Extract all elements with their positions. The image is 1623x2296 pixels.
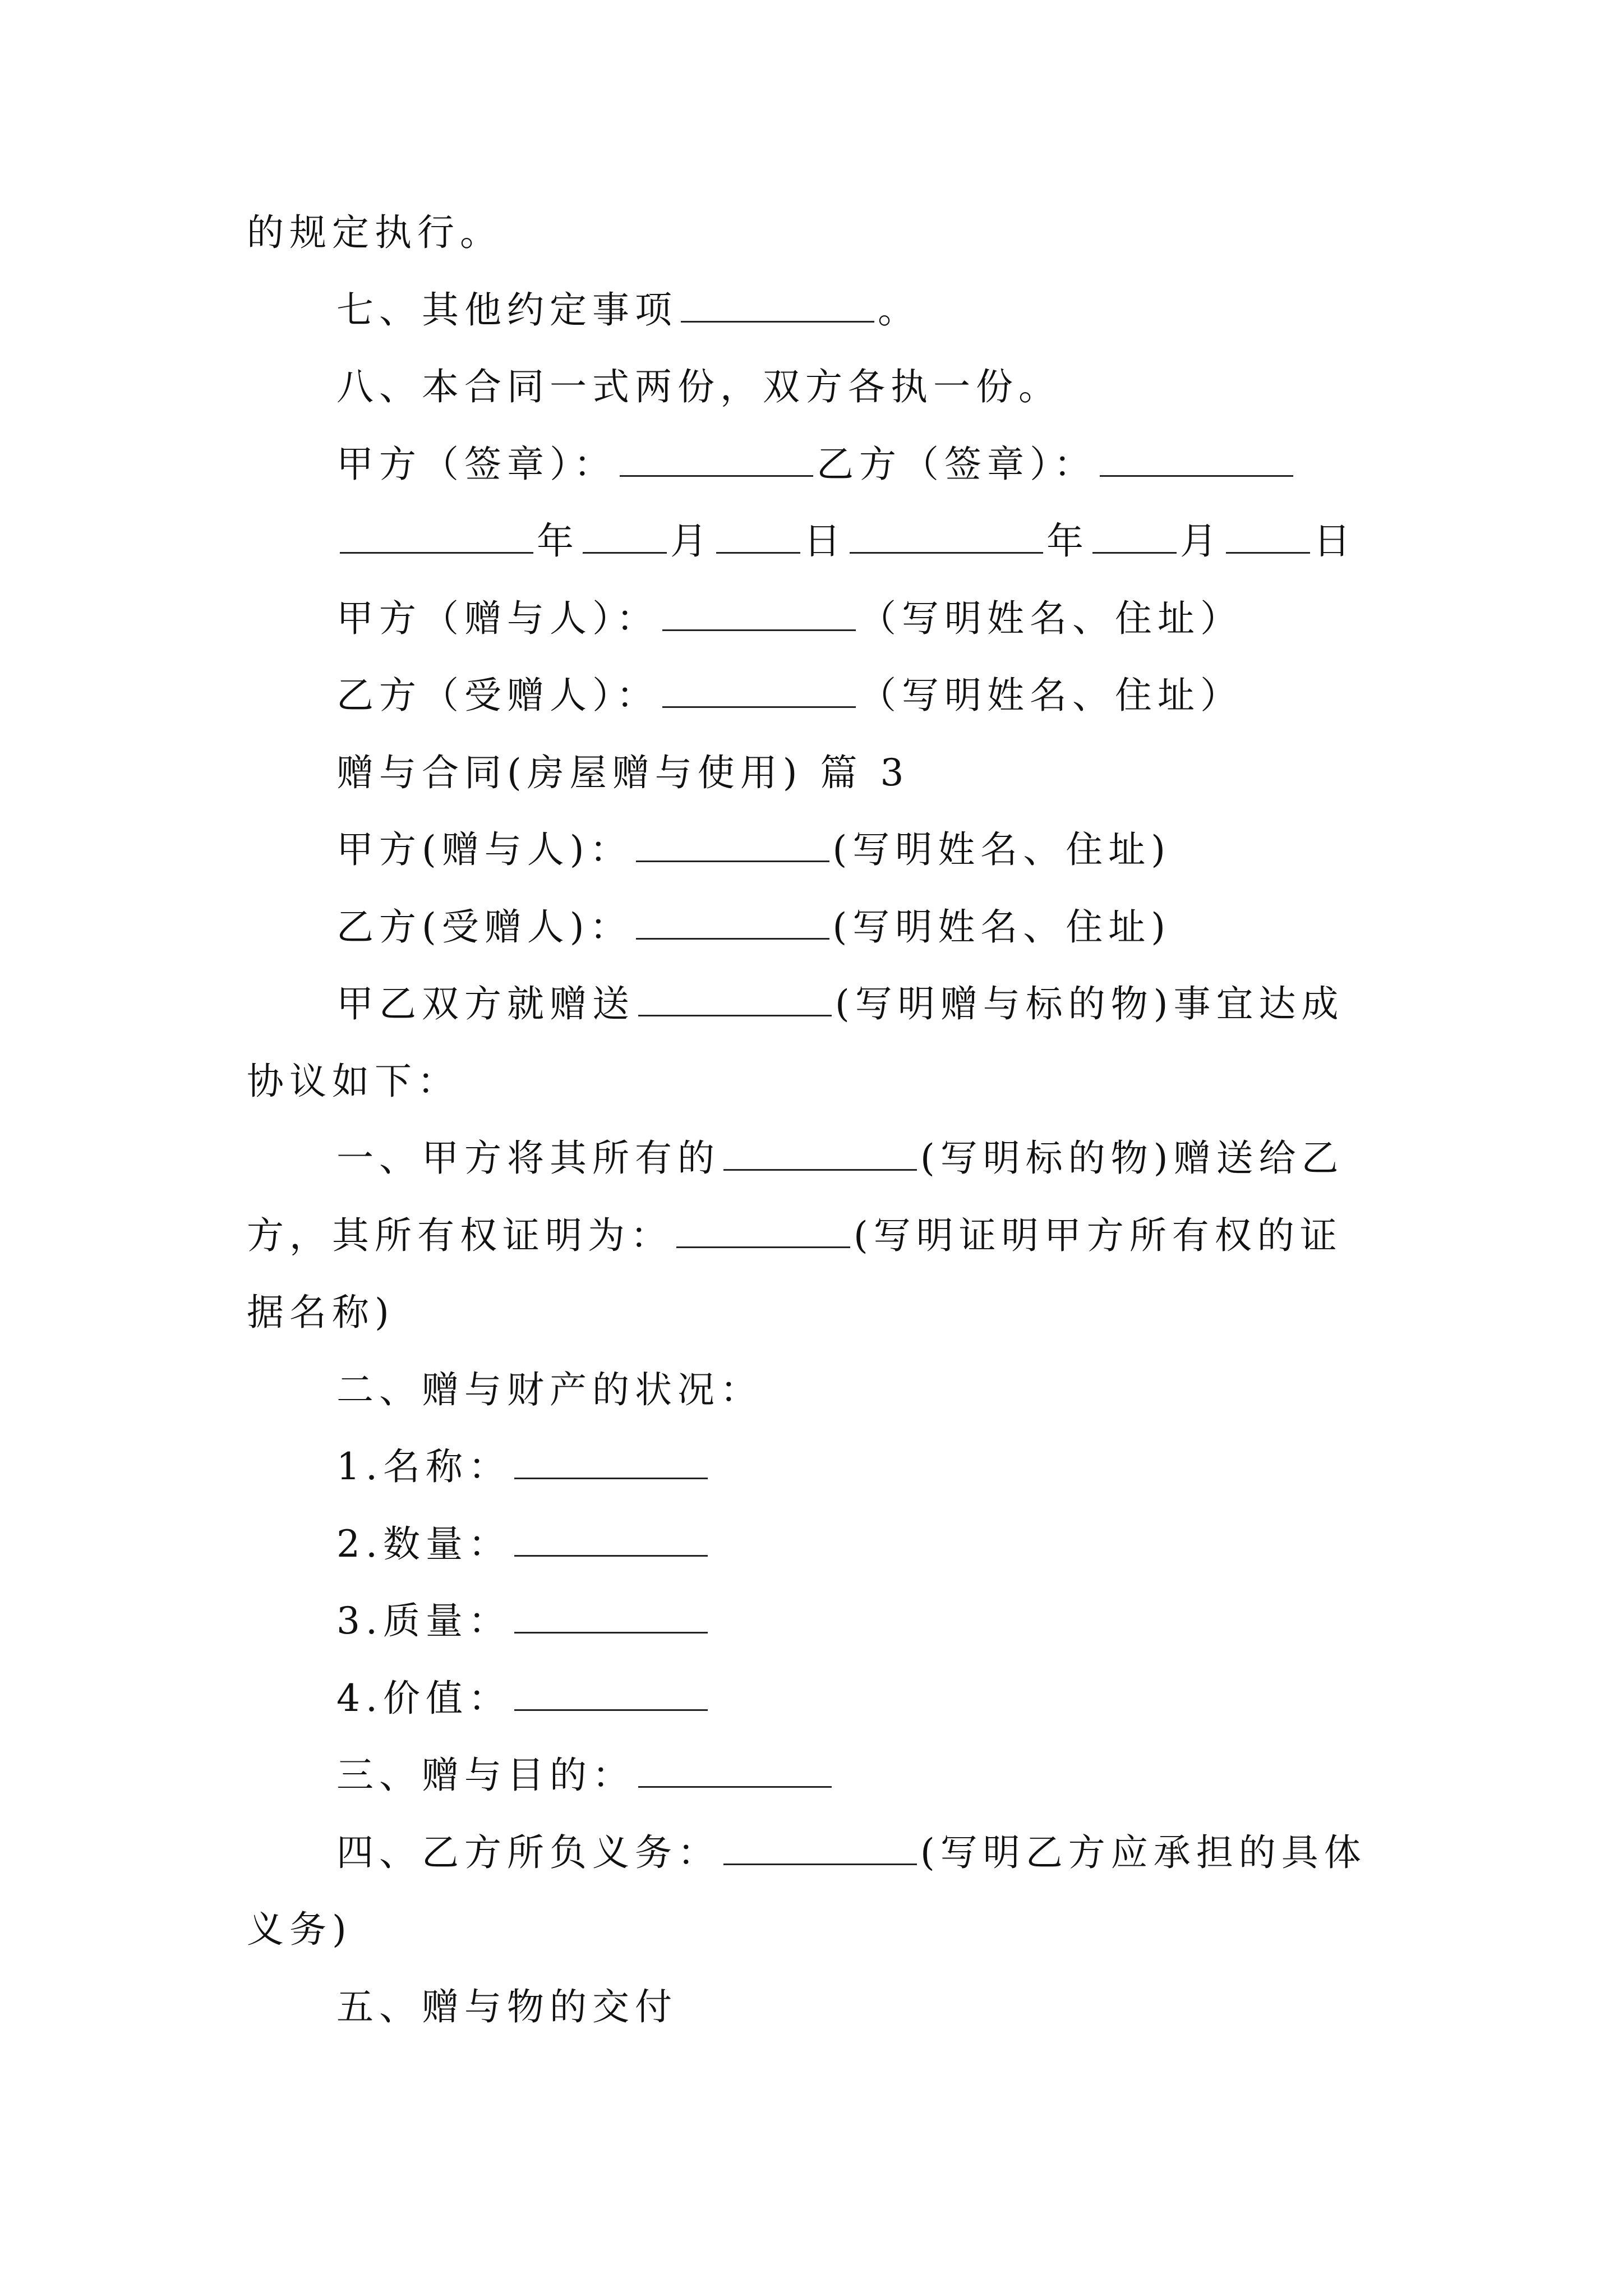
fill-blank [681,287,874,323]
paragraph-line: 乙方（受赠人）： （写明姓名、住址） [336,674,1243,717]
fill-blank [1100,441,1293,477]
fill-blank [638,981,832,1016]
paragraph-line: 甲乙双方就赠送 (写明赠与标的物)事宜达成 [336,982,1344,1025]
paragraph-line: 3.质量： [336,1596,711,1646]
fill-blank [662,673,856,708]
paragraph-line: 八、本合同一式两份，双方各执一份。 [336,365,1061,408]
fill-blank [514,1444,708,1479]
fill-blank [583,518,667,554]
paragraph-line: 1.名称： [336,1442,711,1492]
paragraph-line: 三、赠与目的： [336,1750,835,1801]
fill-blank [850,518,1043,554]
fill-blank [620,441,813,477]
paragraph-line: 乙方(受赠人)： (写明姓名、住址) [336,905,1171,949]
paragraph-line: 一、甲方将其所有的 (写明标的物)赠送给乙 [336,1137,1344,1180]
fill-blank [723,1135,917,1171]
paragraph-line: 2.数量： [336,1519,711,1570]
fill-blank [676,1213,850,1248]
fill-blank [514,1521,708,1557]
fill-blank [514,1676,708,1711]
fill-blank [716,518,800,554]
paragraph-line: 的规定执行。 [247,211,502,254]
paragraph-line: 义务) [247,1908,352,1951]
paragraph-line: 七、其他约定事项 。 [336,288,920,332]
fill-blank [514,1598,708,1634]
paragraph-line: 二、赠与财产的状况： [336,1368,763,1411]
fill-blank [636,904,829,940]
paragraph-line: 甲方（赠与人）： （写明姓名、住址） [336,597,1243,640]
fill-blank [1226,518,1310,554]
paragraph-line: 4.价值： [336,1673,711,1724]
paragraph-line: 据名称) [247,1291,395,1334]
paragraph-line: 四、乙方所负义务： (写明乙方应承担的具体 [336,1831,1367,1874]
date-line: 年 月 日 年 月 日 [336,516,1356,567]
fill-blank [638,1752,832,1788]
paragraph-line: 甲方(赠与人)： (写明姓名、住址) [336,828,1171,871]
signature-line: 甲方（签章）： 乙方（签章）： [336,439,1297,490]
paragraph-line: 协议如下： [247,1060,460,1103]
fill-blank [1092,518,1177,554]
fill-blank [723,1830,917,1865]
paragraph-line: 五、赠与物的交付 [336,1985,677,2028]
section-heading: 赠与合同(房屋赠与使用) 篇 3 [336,751,910,794]
fill-blank [636,827,829,862]
paragraph-line: 方，其所有权证明为： (写明证明甲方所有权的证 [247,1214,1343,1257]
fill-blank [340,518,533,554]
fill-blank [662,596,856,631]
